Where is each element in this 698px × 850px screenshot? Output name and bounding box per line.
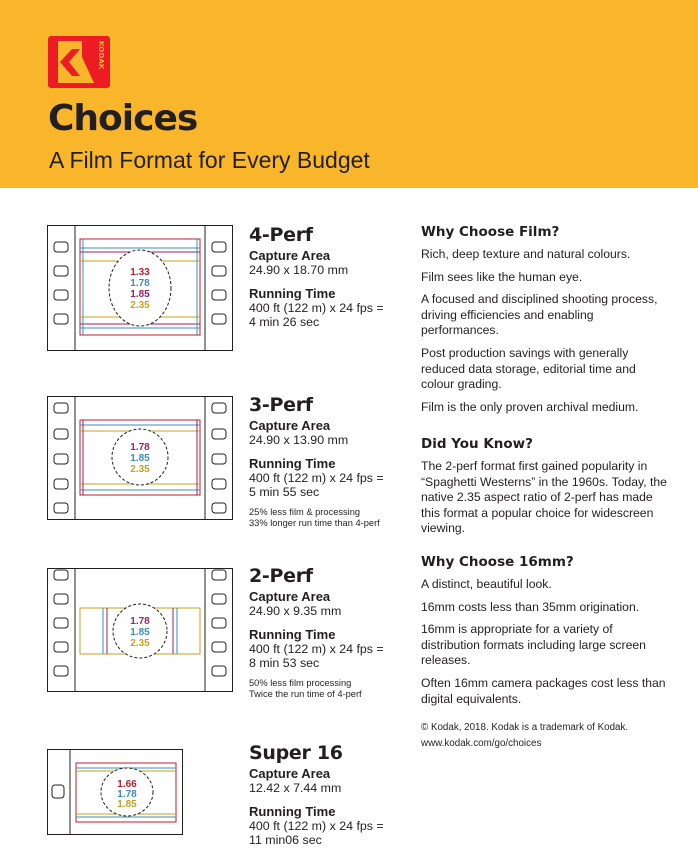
ratio-label: 1.78 — [130, 616, 150, 627]
why-choose-16mm-section — [421, 554, 671, 707]
page-title: Choices — [48, 98, 198, 139]
list-item: 16mm is appropriate for a variety of distribution formats including large screen releases. — [421, 622, 646, 668]
capture-area-value: 24.90 x 13.90 mm — [249, 433, 349, 447]
capture-area-label: Capture Area — [249, 589, 331, 604]
running-time-line1: 400 ft (122 m) x 24 fps = — [249, 470, 384, 485]
running-time-label: Running Time — [249, 455, 336, 471]
ratio-label: 1.85 — [130, 453, 150, 464]
list-item: Film sees like the human eye. — [421, 269, 583, 284]
format-name: 3-Perf — [249, 394, 313, 416]
running-time-line2: 4 min 26 sec — [249, 315, 320, 330]
copyright-text: © Kodak, 2018. Kodak is a trademark of Kodak. — [421, 722, 629, 733]
why-choose-film-section — [421, 224, 671, 415]
running-time-label: Running Time — [249, 285, 336, 301]
ratio-label: 1.85 — [130, 289, 150, 300]
ratio-label: 1.85 — [130, 627, 150, 638]
ratio-label: 1.66 — [117, 779, 137, 790]
format-note: 33% longer run time than 4-perf — [249, 518, 380, 529]
list-item: 16mm costs less than 35mm origination. — [421, 599, 640, 614]
ratio-label: 1.85 — [117, 799, 137, 810]
format-name: 2-Perf — [249, 565, 313, 587]
format-4perf — [249, 224, 409, 330]
list-item: Often 16mm camera packages cost less than digital equivalents. — [421, 675, 666, 706]
capture-area-label: Capture Area — [249, 418, 331, 433]
ratio-label: 2.35 — [130, 464, 150, 475]
film-frame-2perf — [47, 568, 233, 692]
capture-area-label: Capture Area — [249, 766, 331, 781]
running-time-label: Running Time — [249, 626, 336, 642]
list-item: Post production savings with generally reduced data storage, editorial time and colour grading. — [421, 345, 636, 392]
running-time-line1: 400 ft (122 m) x 24 fps = — [249, 300, 384, 315]
capture-area-value: 24.90 x 18.70 mm — [249, 263, 349, 277]
list-item: A focused and disciplined shooting process, driving efficiencies and enabling performances. — [421, 292, 658, 338]
running-time-line2: 11 min06 sec — [249, 833, 322, 848]
format-note: 25% less film & processing — [249, 506, 361, 517]
format-3perf — [249, 394, 409, 530]
capture-area-value: 24.90 x 9.35 mm — [249, 604, 342, 618]
format-name: Super 16 — [249, 742, 343, 764]
ratio-label: 1.78 — [117, 789, 137, 800]
running-time-line1: 400 ft (122 m) x 24 fps = — [249, 818, 384, 833]
section-heading: Did You Know? — [421, 436, 533, 452]
paragraph: The 2-perf format first gained popularity in “Spaghetti Westerns” in the 1960s. Today, the native 2.35 aspect ratio of 2-perf has made this format a popular choice for widescreen viewing. — [421, 459, 667, 536]
footer-credit — [421, 720, 628, 752]
did-you-know-section — [421, 436, 671, 537]
running-time-label: Running Time — [249, 803, 336, 819]
ratio-label: 1.78 — [130, 442, 150, 453]
header-banner — [0, 0, 698, 188]
capture-area-label: Capture Area — [249, 248, 331, 263]
format-note: Twice the run time of 4-perf — [249, 689, 362, 700]
list-item: Rich, deep texture and natural colours. — [421, 247, 631, 261]
website-link[interactable]: www.kodak.com/go/choices — [421, 738, 542, 749]
ratio-label: 2.35 — [130, 638, 150, 649]
list-item: A distinct, beautiful look. — [421, 577, 552, 591]
format-super16 — [249, 742, 409, 848]
film-frame-4perf — [47, 225, 233, 351]
ratio-label: 2.35 — [130, 300, 150, 311]
format-note: 50% less film processing — [249, 677, 352, 688]
section-heading: Why Choose Film? — [421, 224, 560, 240]
ratio-label: 1.78 — [130, 278, 150, 289]
running-time-line1: 400 ft (122 m) x 24 fps = — [249, 641, 384, 656]
kodak-logo — [48, 36, 110, 88]
page-subtitle: A Film Format for Every Budget — [49, 147, 370, 173]
list-item: Film is the only proven archival medium. — [421, 399, 639, 414]
kodak-logo-text: KODAK — [97, 41, 106, 70]
ratio-label: 1.33 — [130, 267, 150, 278]
running-time-line2: 8 min 53 sec — [249, 656, 320, 671]
format-name: 4-Perf — [249, 224, 313, 246]
film-frame-super16 — [47, 749, 183, 835]
format-2perf — [249, 565, 409, 701]
section-heading: Why Choose 16mm? — [421, 554, 574, 570]
running-time-line2: 5 min 55 sec — [249, 485, 320, 500]
capture-area-value: 12.42 x 7.44 mm — [249, 781, 342, 795]
film-frame-3perf — [47, 396, 233, 520]
